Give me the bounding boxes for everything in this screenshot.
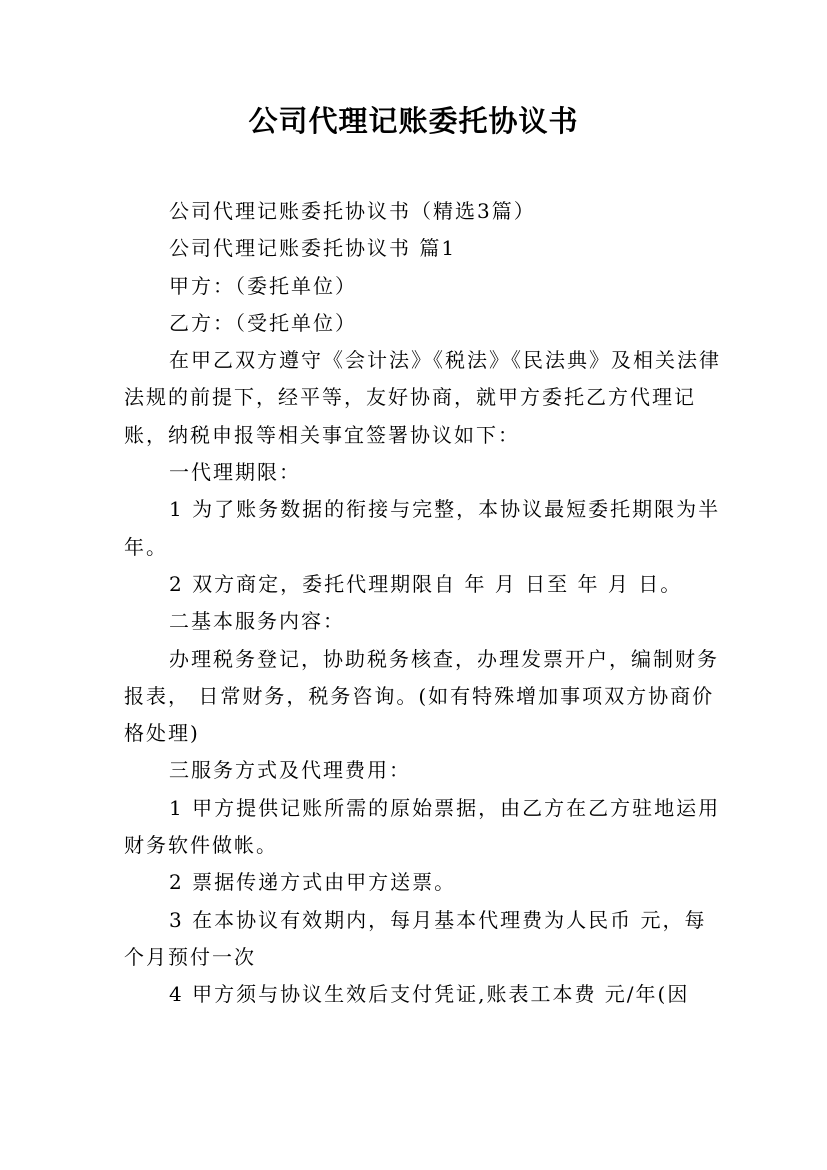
paragraph-party-b: 乙方：（受托单位） — [169, 310, 357, 335]
paragraph-fees-3: 3 在本协议有效期内，每月基本代理费为人民币 元，每 个月预付一次 — [124, 907, 707, 969]
paragraph-preamble: 在甲乙双方遵守《会计法》《税法》《民法典》及相关法律法规的前提下，经平等，友好协商，就甲方委托乙方代理记账，纳税申报等相关事宜签署协议如下： — [124, 348, 721, 447]
paragraph-heading-services: 二基本服务内容： — [169, 609, 345, 634]
paragraph-section-heading: 公司代理记账委托协议书 篇1 — [169, 236, 457, 261]
paragraph-heading-fees: 三服务方式及代理费用： — [169, 758, 411, 783]
paragraph-party-a: 甲方：（委托单位） — [169, 273, 357, 298]
paragraph-fees-1: 1 甲方提供记账所需的原始票据，由乙方在乙方驻地运用财务软件做帐。 — [124, 795, 721, 858]
paragraph-fees-4: 4 甲方须与协议生效后支付凭证,账表工本费 元/年(因 — [169, 982, 690, 1007]
paragraph-term-1: 1 为了账务数据的衔接与完整，本协议最短委托期限为半年。 — [124, 497, 721, 559]
paragraph-services: 办理税务登记，协助税务核查，办理发票开户，编制财务报表， 日常财务，税务咨询。(如有特殊增加事项双方协商价格处理) — [124, 646, 719, 746]
paragraph-subtitle: 公司代理记账委托协议书（精选3篇） — [169, 199, 536, 223]
paragraph-fees-2: 2 票据传递方式由甲方送票。 — [169, 870, 457, 895]
paragraph-term-2: 2 双方商定，委托代理期限自 年 月 日至 年 月 日。 — [169, 571, 683, 596]
paragraph-heading-term: 一代理期限： — [169, 460, 301, 485]
document-title: 公司代理记账委托协议书 — [248, 104, 579, 138]
document-body — [124, 193, 724, 1014]
